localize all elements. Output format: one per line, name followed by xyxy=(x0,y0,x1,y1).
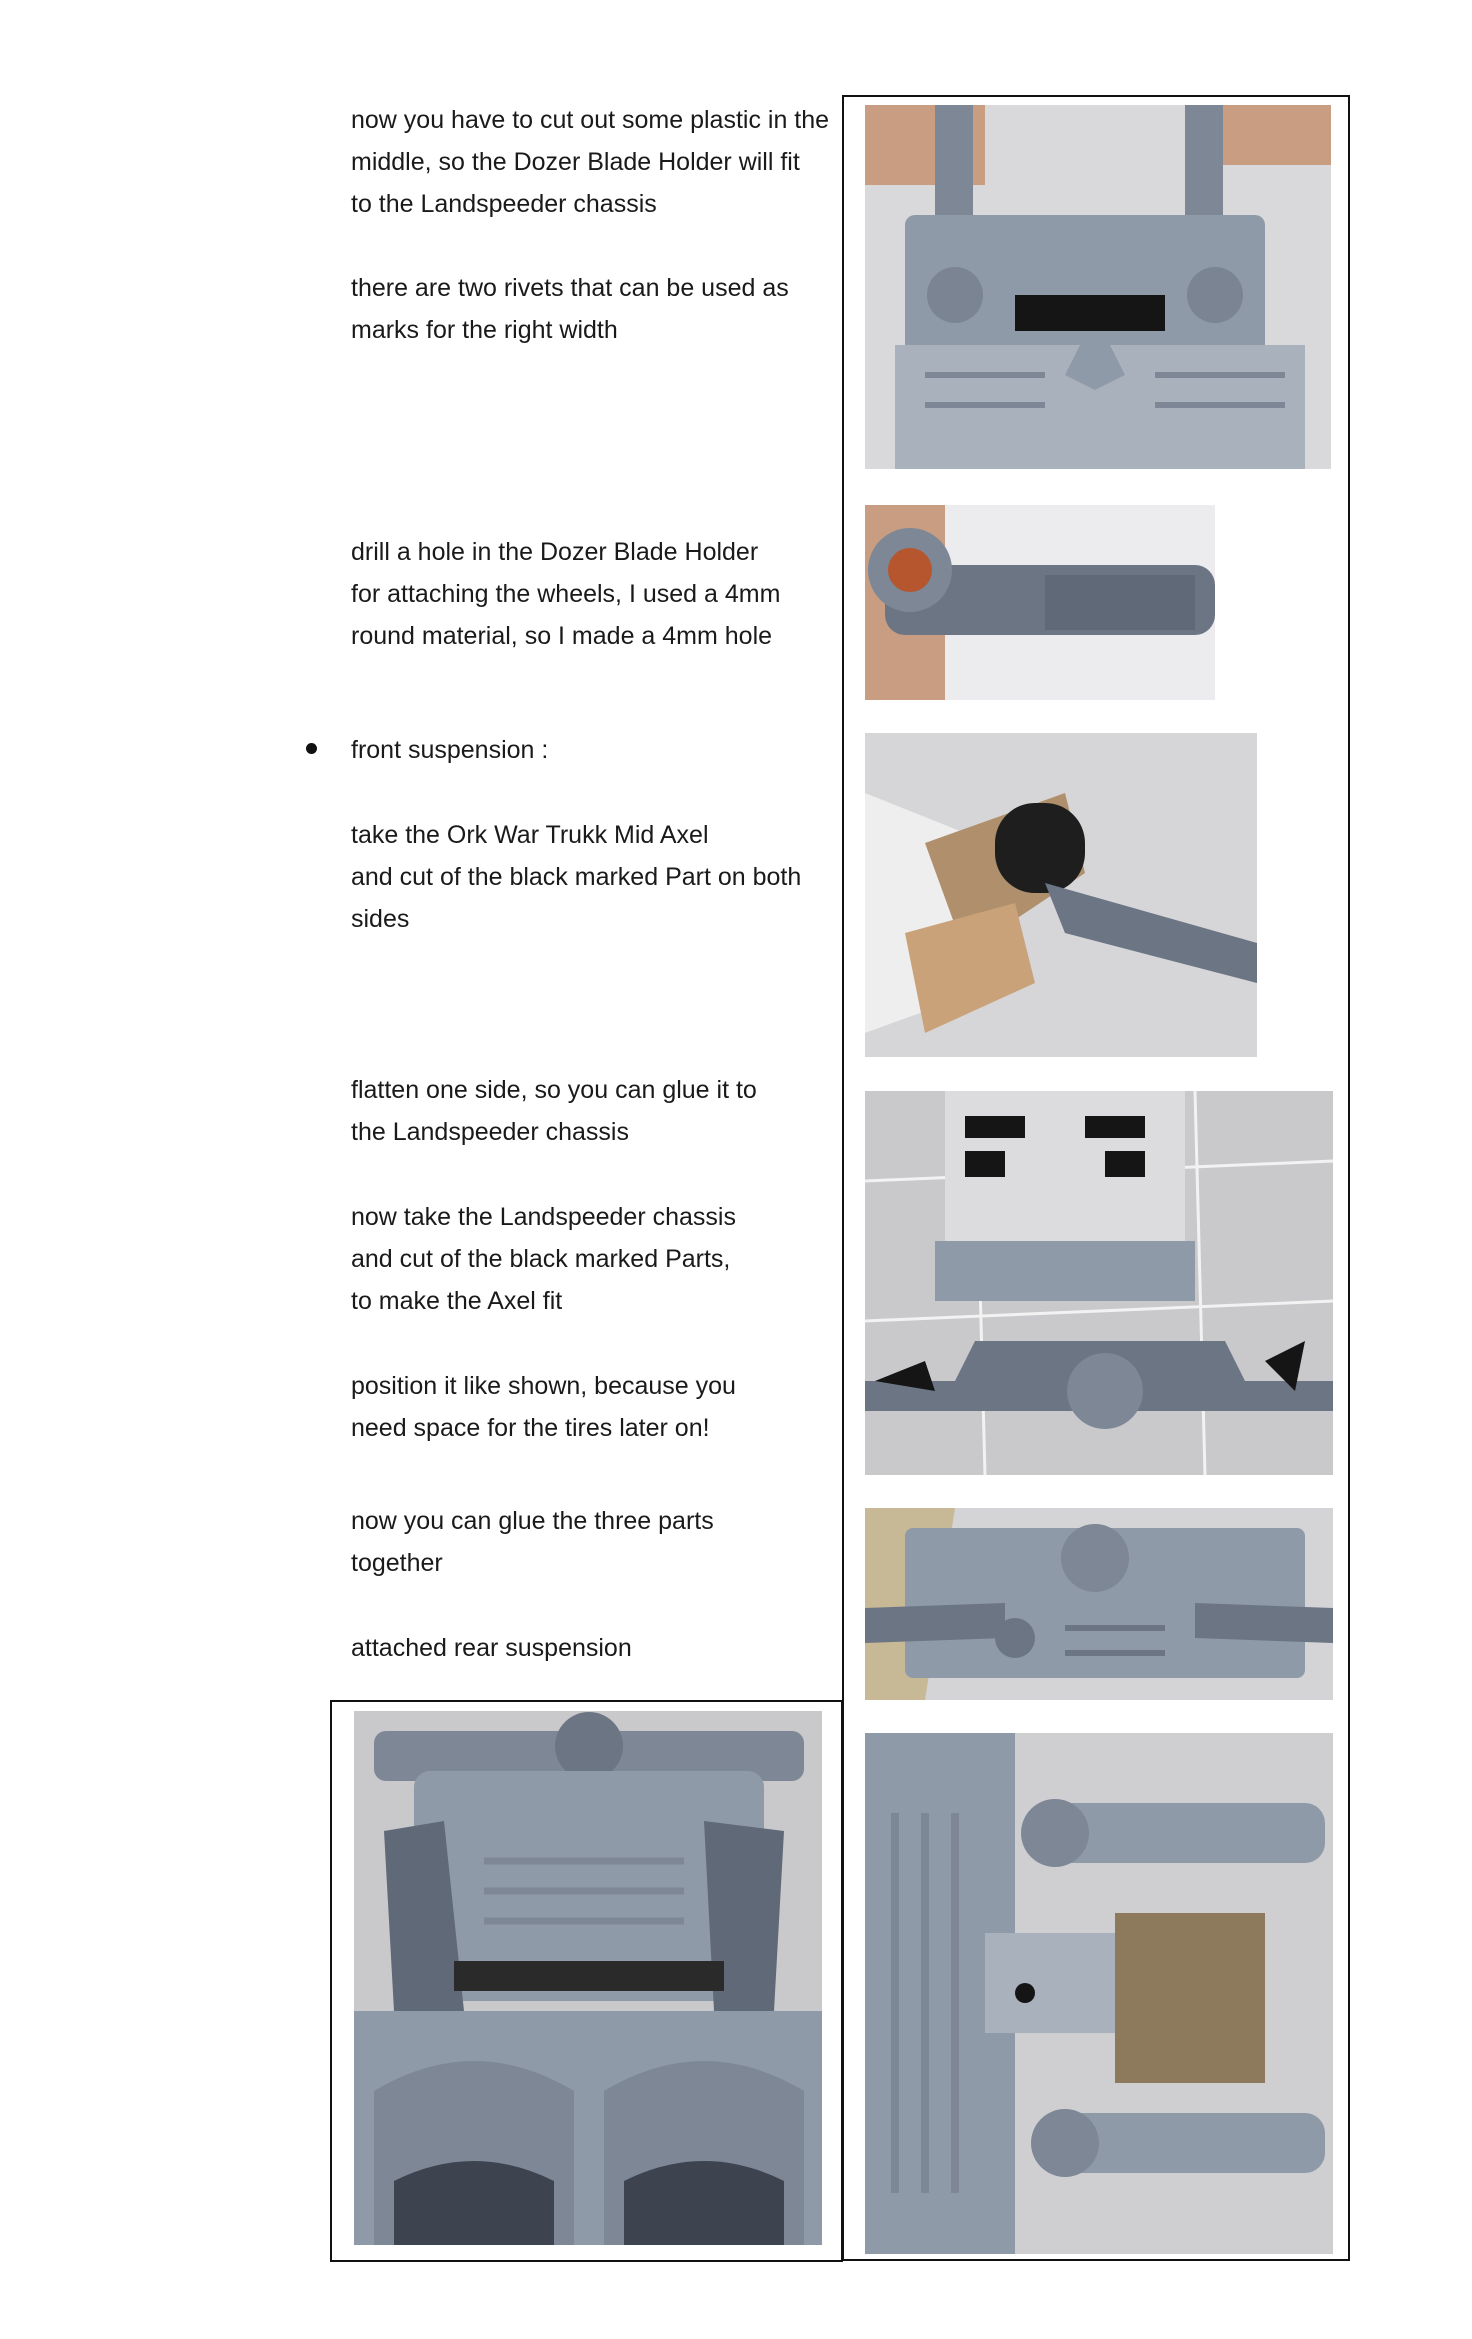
text-line: take the Ork War Trukk Mid Axel xyxy=(351,821,709,849)
text-line: now take the Landspeeder chassis xyxy=(351,1203,736,1231)
text-line: sides xyxy=(351,905,410,933)
text-line: there are two rivets that can be used as xyxy=(351,274,789,302)
photo-blade-holder-cut xyxy=(865,105,1331,469)
step-position-text xyxy=(351,1365,831,1449)
text-line: together xyxy=(351,1549,443,1577)
text-line: for attaching the wheels, I used a 4mm xyxy=(351,580,781,608)
step-glue-text xyxy=(351,1500,831,1584)
photo-cut-axel xyxy=(865,733,1257,1057)
bullet-icon xyxy=(306,743,317,754)
text-line: now you have to cut out some plastic in the xyxy=(351,106,830,134)
step-rear-text xyxy=(351,1627,831,1669)
photo-glued-parts xyxy=(865,1508,1333,1700)
text-line: position it like shown, because you xyxy=(351,1372,736,1400)
text-line: and cut of the black marked Part on both xyxy=(351,863,802,891)
photo-rear-suspension xyxy=(354,1711,822,2245)
step-mid-axel-text xyxy=(351,814,831,940)
text-line: now you can glue the three parts xyxy=(351,1507,714,1535)
text-line: need space for the tires later on! xyxy=(351,1414,710,1442)
photo-chassis-axel xyxy=(865,1091,1333,1475)
step-cut-middle-text xyxy=(351,99,831,225)
step-cut-chassis-text xyxy=(351,1196,831,1322)
text-line: and cut of the black marked Parts, xyxy=(351,1245,731,1273)
text-line: round material, so I made a 4mm hole xyxy=(351,622,773,650)
step-rivets-text xyxy=(351,267,831,351)
text-line: drill a hole in the Dozer Blade Holder xyxy=(351,538,759,566)
text-line: the Landspeeder chassis xyxy=(351,1118,629,1146)
photo-underside xyxy=(865,1733,1333,2254)
text-line: middle, so the Dozer Blade Holder will fit xyxy=(351,148,800,176)
text-line: marks for the right width xyxy=(351,316,618,344)
photo-drill-hole xyxy=(865,505,1215,700)
text-line: attached rear suspension xyxy=(351,1634,632,1662)
step-drill-hole-text xyxy=(351,531,831,657)
text-line: to the Landspeeder chassis xyxy=(351,190,657,218)
text-line: flatten one side, so you can glue it to xyxy=(351,1076,757,1104)
text-line: front suspension : xyxy=(351,736,549,764)
step-flatten-text xyxy=(351,1069,831,1153)
front-suspension-heading xyxy=(351,729,831,771)
text-line: to make the Axel fit xyxy=(351,1287,563,1315)
